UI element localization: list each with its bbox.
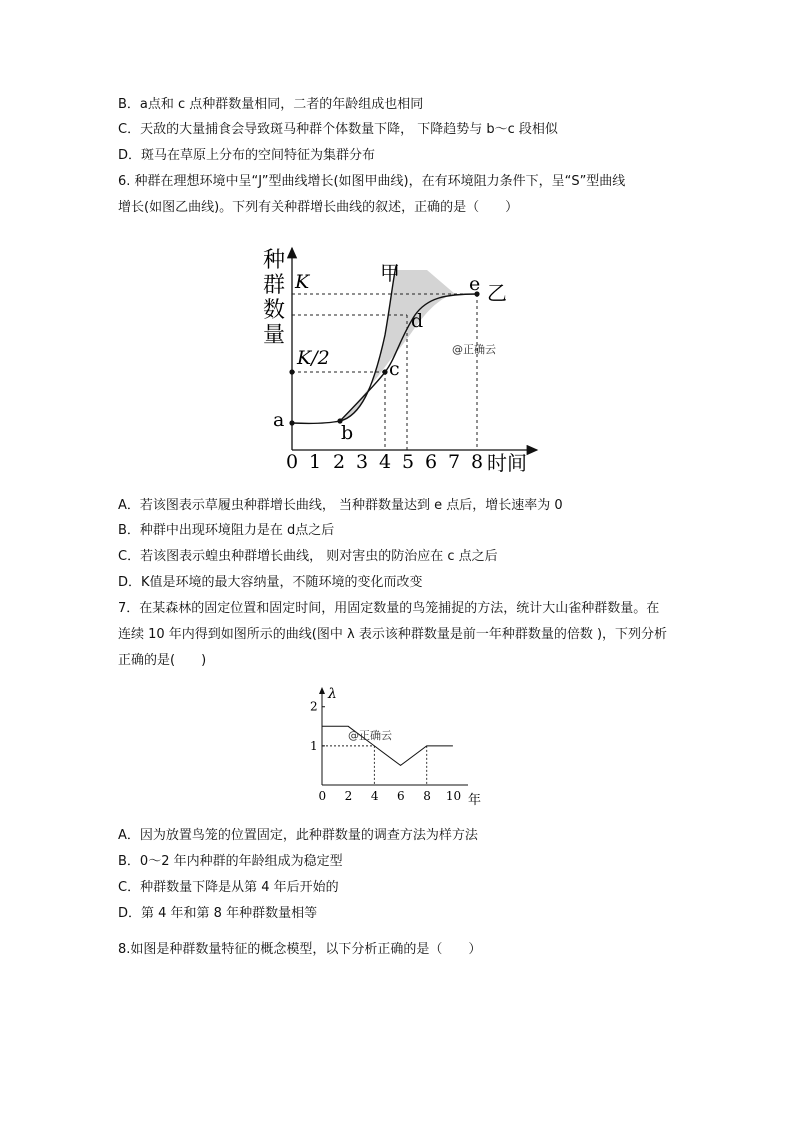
x-tick-7: 7 [448,451,461,473]
lambda-y-tick-2: 2 [310,699,318,714]
point-e-label: e [469,273,481,295]
q7-stem-line3: 正确的是( ) [118,653,207,668]
lambda-y-label: λ [328,686,337,702]
population-growth-figure [255,240,545,475]
lambda-x-tick-2: 2 [344,789,353,803]
q7-option-c: C．种群数量下降是从第 4 年后开始的 [118,880,339,895]
point-b-label: b [341,422,354,444]
k2-label: K/2 [297,347,330,369]
q5-option-b: B．a点和 c 点种群数量相同，二者的年龄组成也相同 [118,97,424,112]
q7-option-d: D．第 4 年和第 8 年种群数量相等 [118,906,318,921]
point-a-label: a [273,409,285,431]
x-tick-3: 3 [356,451,369,473]
lambda-x-tick-4: 4 [370,789,379,803]
x-tick-4: 4 [379,451,392,473]
x-tick-6: 6 [425,451,438,473]
q5-option-c: C．天敌的大量捕食会导致斑马种群个体数量下降， 下降趋势与 b～c 段相似 [118,122,558,137]
q8-stem: 8.如图是种群数量特征的概念模型，以下分析正确的是（ ） [118,942,482,957]
lambda-chart [300,682,490,810]
point-c-label: c [389,358,400,380]
q7-stem-line1: 7．在某森林的固定位置和固定时间，用固定数量的鸟笼捕捉的方法，统计大山雀种群数量。在 [118,601,660,616]
q6-stem-line2: 增长(如图乙曲线)。下列有关种群增长曲线的叙述，正确的是（ ） [118,200,519,215]
y-label-char-2: 群 [263,273,286,298]
point-d-label: d [411,310,424,332]
environmental-resistance-area [340,270,455,421]
y-label-char-3: 数 [263,298,286,323]
x-tick-2: 2 [333,451,346,473]
x-tick-5: 5 [402,451,415,473]
x-tick-labels [286,451,483,473]
q6-option-a: A．若该图表示草履虫种群增长曲线， 当种群数量达到 e 点后，增长速率为 0 [118,498,563,513]
x-tick-8: 8 [471,451,484,473]
watermark-1: @正确云 [452,343,496,356]
lambda-x-tick-0: 0 [318,789,327,803]
lambda-x-label: 年 [468,793,482,808]
curve-yi-label: 乙 [487,281,507,305]
k2-axis-marker [289,369,294,374]
lambda-guide-lines [322,746,427,785]
q7-stem-line2: 连续 10 年内得到如图所示的曲线(图中 λ 表示该种群数量是前一年种群数量的倍数 )，下列分析 [118,627,668,642]
q6-stem-line1: 6. 种群在理想环境中呈“J”型曲线增长(如图甲曲线)，在有环境阻力条件下，呈“S”型曲线 [118,174,626,189]
q7-option-a: A．因为放置鸟笼的位置固定，此种群数量的调查方法为样方法 [118,828,478,843]
lambda-x-tick-8: 8 [423,789,431,803]
lambda-x-ticks [319,789,462,803]
x-axis-label: 时间 [487,451,527,475]
point-a-marker [289,420,294,425]
x-tick-0: 0 [286,451,299,473]
lambda-x-tick-10: 10 [445,789,462,803]
x-tick-1: 1 [309,451,322,473]
watermark-2: @正确云 [348,729,392,742]
q6-option-c: C．若该图表示蝗虫种群增长曲线， 则对害虫的防治应在 c 点之后 [118,549,498,564]
lambda-y-tick-1: 1 [310,738,318,753]
curve-jia-label: 甲 [380,261,400,285]
y-label-char-4: 量 [263,323,286,348]
k-label: K [295,271,310,293]
q6-option-b: B．种群中出现环境阻力是在 d点之后 [118,523,335,538]
lambda-x-tick-6: 6 [397,789,405,803]
q7-option-b: B．0～2 年内种群的年龄组成为稳定型 [118,854,343,869]
q5-option-d: D．斑马在草原上分布的空间特征为集群分布 [118,148,376,163]
point-c-marker [382,369,387,374]
q6-option-d: D．K值是环境的最大容纳量，不随环境的变化而改变 [118,575,423,590]
y-label-char-1: 种 [263,248,286,273]
